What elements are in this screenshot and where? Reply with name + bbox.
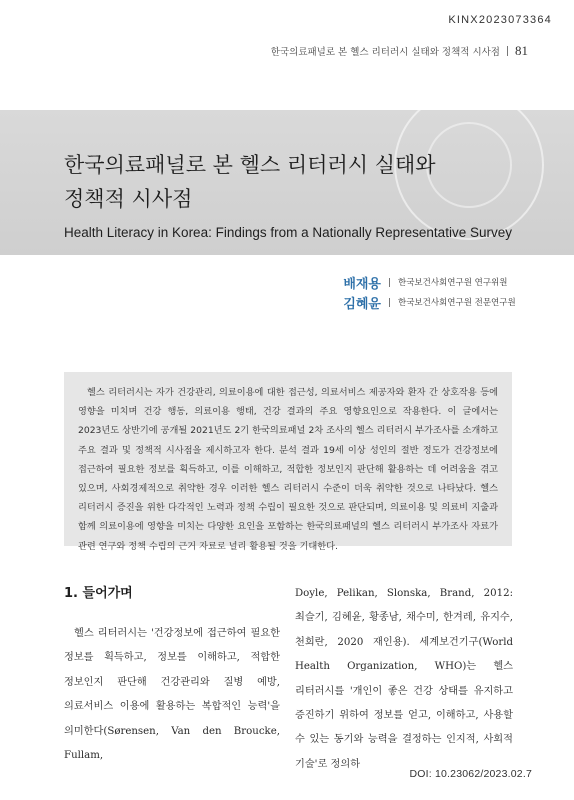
title-korean-line1: 한국의료패널로 본 헬스 리터러시 실태와 <box>64 153 436 177</box>
abstract-box <box>64 372 512 552</box>
author-name: 김혜윤 <box>343 296 381 312</box>
title-korean-line2: 정책적 시사점 <box>64 187 193 211</box>
body-paragraph-left: 헬스 리터러시는 '건강정보에 접근하여 필요한 정보를 획득하고, 정보를 이해하고, 적합한 정보인지 판단해 건강관리와 질병 예방, 의료서비스 이용에 활용하는 복합적인 능력'을 의미한다(Sørensen, Van den Broucke, Fullam, <box>64 628 280 762</box>
document-id: KINX2023073364 <box>448 14 552 26</box>
title-korean <box>64 148 504 216</box>
author-divider <box>389 278 390 287</box>
running-head-divider <box>507 46 508 56</box>
title-band <box>0 110 574 255</box>
title-english: Health Literacy in Korea: Findings from a Nationally Representative Survey <box>64 225 512 240</box>
abstract-text: 헬스 리터러시는 자가 건강관리, 의료이용에 대한 접근성, 의료서비스 제공자와 환자 간 상호작용 등에 영향을 미치며 건강 행동, 의료이용 행태, 건강 결과의 주요 영향요인으로 작용한다. 이 글에서는 2023년도 상반기에 공개될 2021년도 2기 한국의료패널 2차 조사의 헬스 리터러시 부가조사를 소개하고 주요 결과 및 정책적 시사점을 제시하고자 한다. 분석 결과 19세 이상 성인의 절반 정도가 건강정보에 접근하여 필요한 정보를 획득하고, 이를 이해하고, 적합한 정보인지 판단해 활용하는 데 어려움을 겪고 있으며, 사회경제적으로 취약한 경우 이러한 헬스 리터러시 수준이 더욱 취약한 것으로 나타났다. 헬스 리터러시 증진을 위한 다각적인 노력과 정책 수립이 필요한 것으로 판단되며, 의료이용 및 의료비 지출과 함께 의료이용에 영향을 미치는 다양한 요인을 포함하는 한국의료패널의 헬스 리터러시 부가조사 자료가 관련 연구와 정책 수립의 근거 자료로 널리 활용될 것을 기대한다. <box>78 387 498 552</box>
running-head <box>271 43 528 59</box>
author-name: 배재용 <box>343 276 381 292</box>
author-affiliation: 한국보건사회연구원 전문연구원 <box>398 298 516 308</box>
body-column-right <box>295 582 513 777</box>
author-row <box>343 272 534 292</box>
page-number: 81 <box>515 43 528 58</box>
authors-block <box>343 272 534 312</box>
author-row <box>343 292 534 312</box>
author-affiliation: 한국보건사회연구원 연구위원 <box>398 278 508 288</box>
body-paragraph-right: Doyle, Pelikan, Slonska, Brand, 2012: 최슬기, 김혜윤, 황종남, 채수미, 한겨레, 유지수, 천희란, 2020 재인용). 세계보건기구(World Health Organization, WHO)는 헬스 리터러시를 '개인이 좋은 건강 상태를 유지하고 증진하기 위하여 정보를 얻고, 이해하고, 사용할 수 있는 동기와 능력을 결정하는 인지적, 사회적 기술'로 정의하 <box>295 588 513 770</box>
author-divider <box>389 298 390 307</box>
doi-footer: DOI: 10.23062/2023.02.7 <box>409 768 532 780</box>
section-heading: 1. 들어가며 <box>64 586 133 601</box>
body-column-left <box>64 582 280 768</box>
running-head-title: 한국의료패널로 본 헬스 리터러시 실태와 정책적 시사점 <box>270 47 500 58</box>
